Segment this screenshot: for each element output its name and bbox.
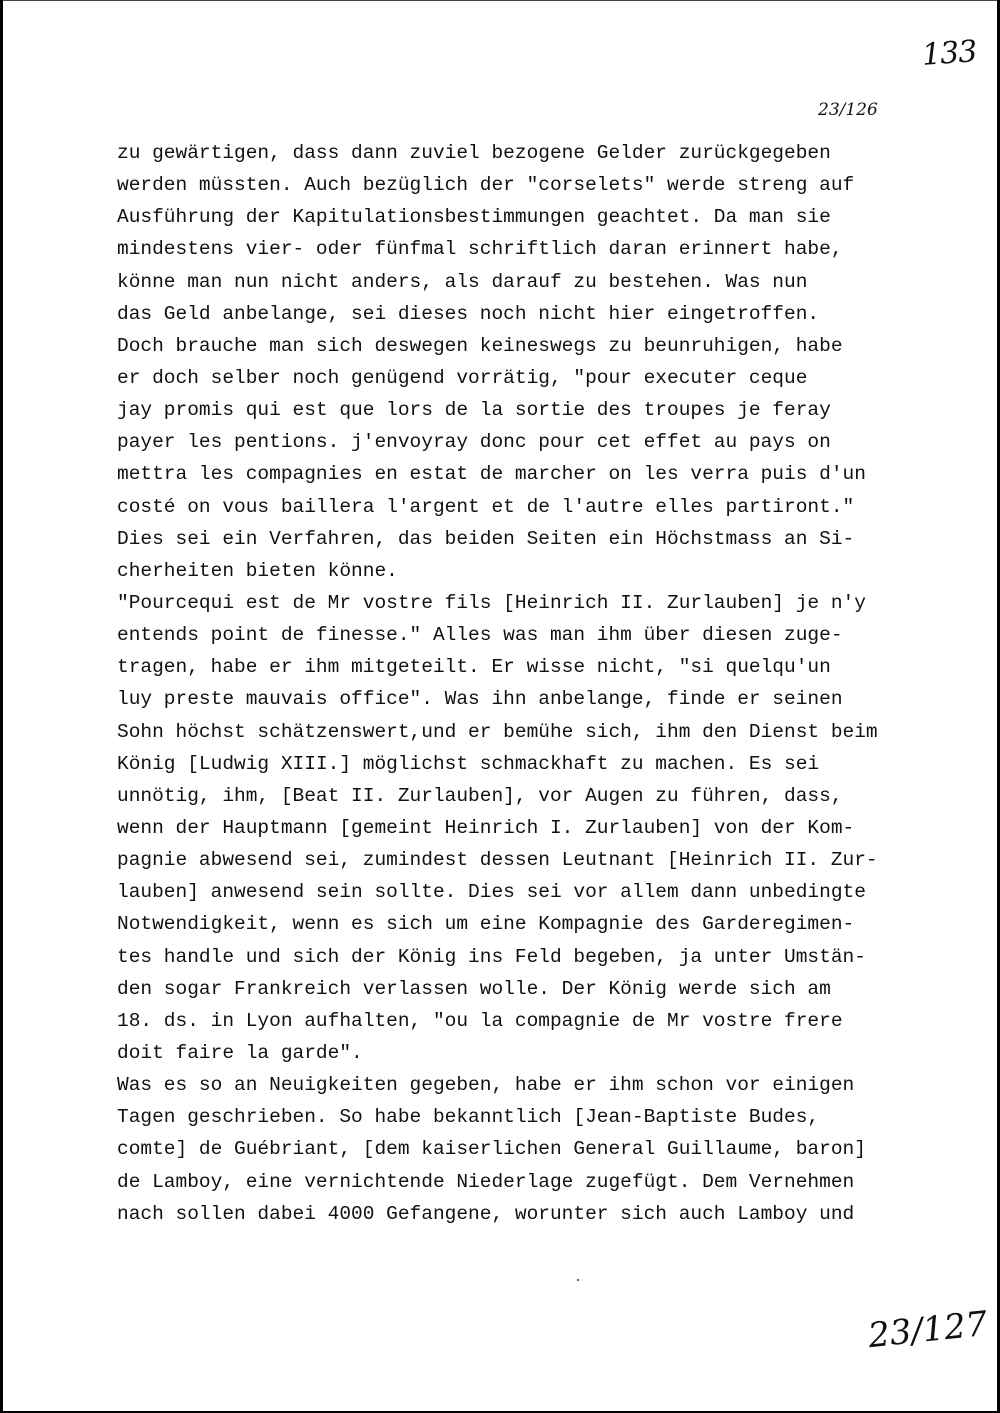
text-line: Sohn höchst schätzenswert,und er bemühe sich, ihm den Dienst beim (117, 720, 878, 743)
text-line: Dies sei ein Verfahren, das beiden Seiten ein Höchstmass an Si- (117, 527, 855, 550)
text-line: Ausführung der Kapitulationsbestimmungen geachtet. Da man sie (117, 206, 831, 229)
text-line: 18. ds. in Lyon aufhalten, "ou la compagnie de Mr vostre frere (117, 1009, 843, 1032)
text-line: Was es so an Neuigkeiten gegeben, habe er ihm schon vor einigen (117, 1074, 855, 1097)
scan-edge-left (0, 0, 3, 1413)
text-line: doit faire la garde". (117, 1041, 363, 1064)
scan-speck (577, 1279, 579, 1281)
text-line: König [Ludwig XIII.] möglichst schmackhaft zu machen. Es sei (117, 752, 820, 775)
text-line: Doch brauche man sich deswegen keineswegs zu beunruhigen, habe (117, 334, 843, 357)
text-line: zu gewärtigen, dass dann zuviel bezogene Gelder zurückgegeben (117, 142, 831, 164)
text-line: payer les pentions. j'envoyray donc pour cet effet au pays on (117, 431, 831, 454)
text-line: pagnie abwesend sei, zumindest dessen Leutnant [Heinrich II. Zur- (117, 849, 878, 872)
text-line: "Pourcequi est de Mr vostre fils [Heinrich II. Zurlauben] je n'y (117, 591, 866, 614)
text-line: mindestens vier- oder fünfmal schriftlich daran erinnert habe, (117, 238, 843, 261)
text-line: mettra les compagnies en estat de marcher on les verra puis d'un (117, 463, 866, 486)
text-line: könne man nun nicht anders, als darauf zu bestehen. Was nun (117, 270, 808, 293)
text-line: tes handle und sich der König ins Feld begeben, ja unter Umstän- (117, 945, 866, 968)
body-text (117, 137, 917, 1230)
text-line: das Geld anbelange, sei dieses noch nicht hier eingetroffen. (117, 302, 820, 325)
text-line: entends point de finesse." Alles was man ihm über diesen zuge- (117, 624, 843, 647)
text-line: jay promis qui est que lors de la sortie des troupes je feray (117, 399, 831, 422)
text-line: tragen, habe er ihm mitgeteilt. Er wisse nicht, "si quelqu'un (117, 656, 831, 679)
text-line: er doch selber noch genügend vorrätig, "pour executer ceque (117, 366, 808, 389)
text-line: den sogar Frankreich verlassen wolle. Der König werde sich am (117, 977, 831, 1000)
handwritten-folio-number: 133 (920, 34, 978, 73)
scan-edge-top (0, 0, 1000, 1)
text-line: unnötig, ihm, [Beat II. Zurlauben], vor Augen zu führen, dass, (117, 784, 843, 807)
text-line: nach sollen dabei 4000 Gefangene, worunter sich auch Lamboy und (117, 1202, 855, 1225)
text-line: de Lamboy, eine vernichtende Niederlage zugefügt. Dem Vernehmen (117, 1170, 855, 1193)
text-line: Notwendigkeit, wenn es sich um eine Kompagnie des Garderegimen- (117, 913, 855, 936)
text-line: costé on vous baillera l'argent et de l'autre elles partiront." (117, 495, 855, 518)
text-line: werden müssten. Auch bezüglich der "corselets" werde streng auf (117, 174, 855, 197)
text-line: wenn der Hauptmann [gemeint Heinrich I. Zurlauben] von der Kom- (117, 816, 855, 839)
page-reference: 23/126 (818, 100, 878, 120)
text-line: lauben] anwesend sein sollte. Dies sei vor allem dann unbedingte (117, 881, 866, 904)
handwritten-archive-number: 23/127 (866, 1303, 990, 1357)
text-line: comte] de Guébriant, [dem kaiserlichen General Guillaume, baron] (117, 1138, 866, 1161)
text-line: luy preste mauvais office". Was ihn anbelange, finde er seinen (117, 688, 843, 711)
text-line: cherheiten bieten könne. (117, 559, 398, 582)
text-line: Tagen geschrieben. So habe bekanntlich [Jean-Baptiste Budes, (117, 1106, 820, 1129)
